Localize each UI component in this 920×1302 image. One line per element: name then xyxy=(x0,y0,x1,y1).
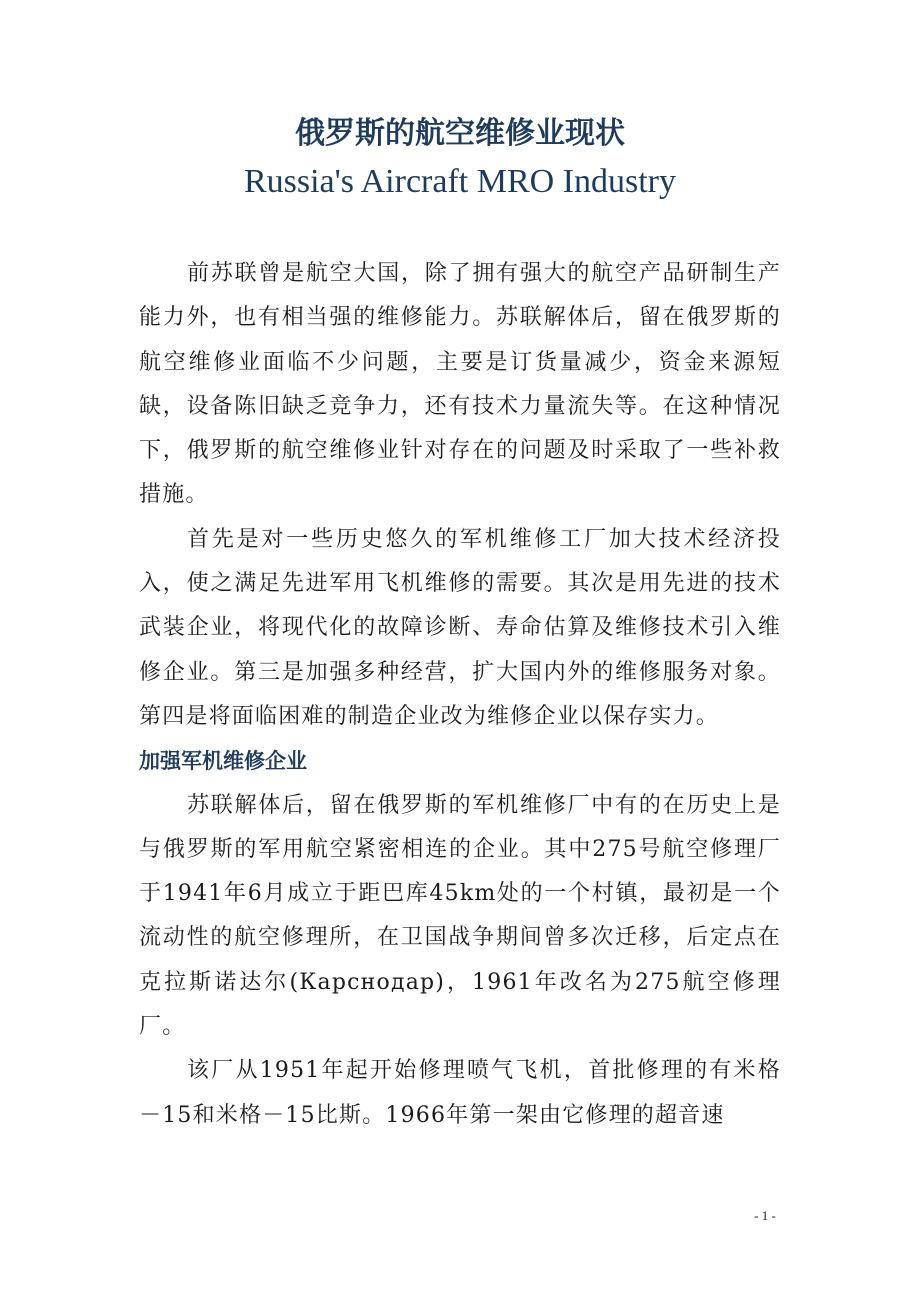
document-body xyxy=(139,252,781,1138)
paragraph-plant-275: 苏联解体后，留在俄罗斯的军机维修厂中有的在历史上是与俄罗斯的军用航空紧密相连的企业。其中275号航空修理厂于1941年6月成立于距巴库45km处的一个村镇，最初是一个流动性的航空修理所，在卫国战争期间曾多次迁移，后定点在克拉斯诺达尔(Карснодар)，1961年改名为275航空修理厂。 xyxy=(139,792,781,1040)
title-english: Russia's Aircraft MRO Industry xyxy=(243,163,677,200)
section-heading: 加强军机维修企业 xyxy=(139,749,307,774)
title-chinese: 俄罗斯的航空维修业现状 xyxy=(295,116,625,151)
paragraph-intro: 前苏联曾是航空大国，除了拥有强大的航空产品研制生产能力外，也有相当强的维修能力。苏联解体后，留在俄罗斯的航空维修业面临不少问题，主要是订货量减少，资金来源短缺，设备陈旧缺乏竞争力，还有技术力量流失等。在这种情况下，俄罗斯的航空维修业针对存在的问题及时采取了一些补救措施。 xyxy=(139,261,781,508)
paragraph-measures: 首先是对一些历史悠久的军机维修工厂加大技术经济投入，使之满足先进军用飞机维修的需要。其次是用先进的技术武装企业，将现代化的故障诊断、寿命估算及维修技术引入维修企业。第三是加强多种经营，扩大国内外的维修服务对象。第四是将面临困难的制造企业改为维修企业以保存实力。 xyxy=(139,526,781,729)
page-number: - 1 - xyxy=(754,1208,776,1223)
paragraph-jet-repair: 该厂从1951年起开始修理喷气飞机，首批修理的有米格－15和米格－15比斯。1966年第一架由它修理的超音速 xyxy=(139,1058,781,1128)
